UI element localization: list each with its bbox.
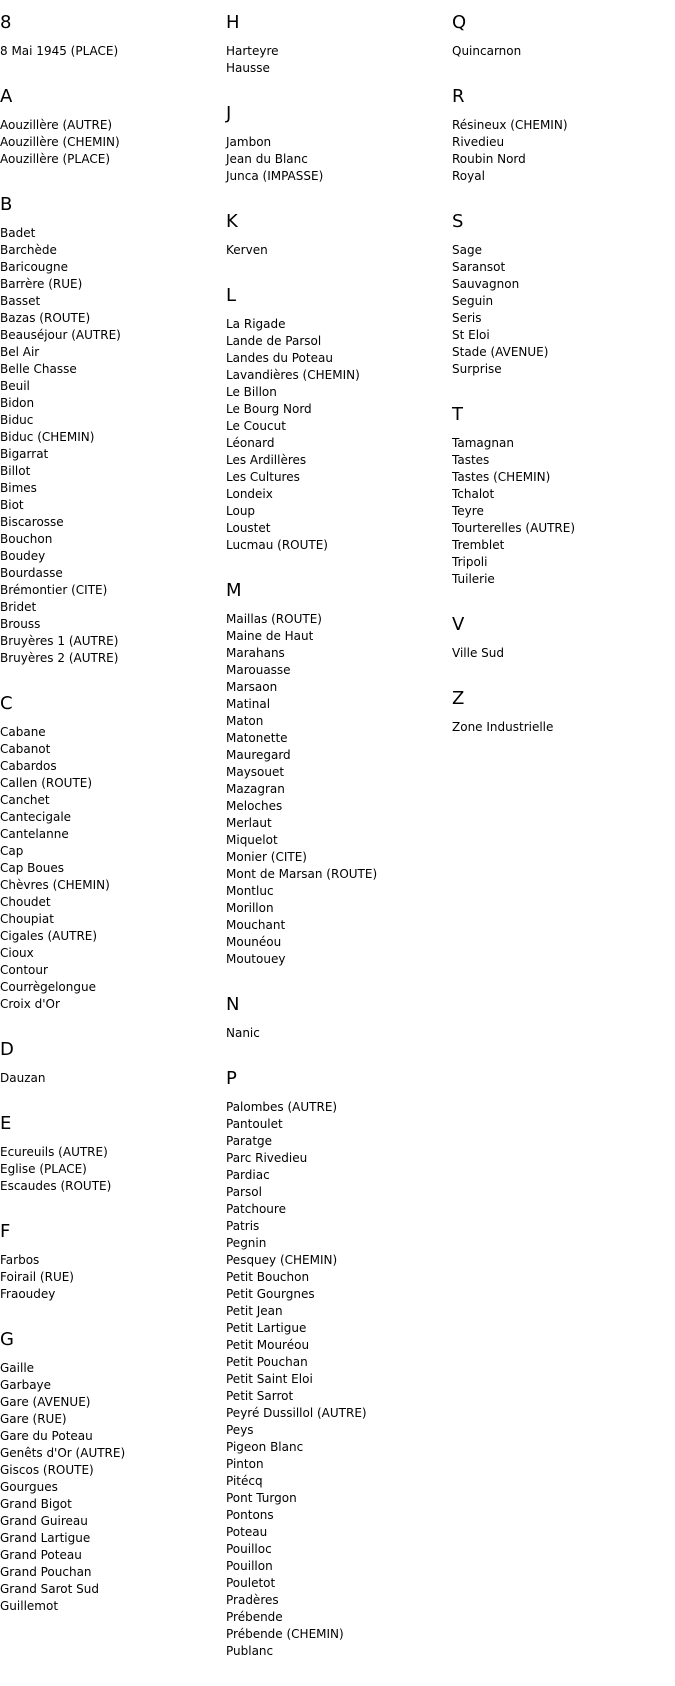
street-name: Pardiac [226, 1168, 270, 1182]
section-letter-heading: V [452, 614, 465, 635]
street-name: Parsol [226, 1185, 262, 1199]
street-name: Palombes (AUTRE) [226, 1100, 338, 1114]
street-name: Cigales (AUTRE) [0, 929, 98, 943]
street-name: Grand Lartigue [0, 1531, 91, 1545]
street-name: Peys [226, 1423, 254, 1437]
street-name: Cap [0, 844, 24, 858]
street-name: Cabanot [0, 742, 51, 756]
street-name: Giscos (ROUTE) [0, 1463, 94, 1477]
street-name: Sauvagnon [452, 277, 520, 291]
letter-section [0, 12, 226, 60]
street-name: Maton [226, 714, 264, 728]
street-name: Junca (IMPASSE) [226, 169, 324, 183]
street-name: Petit Bouchon [226, 1270, 310, 1284]
street-name: Patchoure [226, 1202, 286, 1216]
street-name: Beuil [0, 379, 30, 393]
street-name: Miquelot [226, 833, 278, 847]
street-name: Poteau [226, 1525, 268, 1539]
section-letter-heading: A [0, 86, 13, 107]
street-name: Seris [452, 311, 482, 325]
street-name: Saransot [452, 260, 506, 274]
street-name: Boudey [0, 549, 46, 563]
street-name: Merlaut [226, 816, 272, 830]
letter-section [0, 1221, 226, 1303]
street-name: Petit Mouréou [226, 1338, 310, 1352]
street-list [452, 645, 675, 662]
street-name: La Rigade [226, 317, 286, 331]
street-name: Le Coucut [226, 419, 286, 433]
street-name: Aouzillère (PLACE) [0, 152, 111, 166]
street-name: Gare (RUE) [0, 1412, 67, 1426]
street-list [0, 724, 226, 1013]
street-name: Eglise (PLACE) [0, 1162, 87, 1176]
street-name: Grand Poteau [0, 1548, 82, 1562]
street-name: Kerven [226, 243, 268, 257]
street-name: Biot [0, 498, 24, 512]
street-list [452, 117, 675, 185]
street-name: Le Billon [226, 385, 277, 399]
street-name: Petit Sarrot [226, 1389, 294, 1403]
street-name: Lande de Parsol [226, 334, 322, 348]
street-name: Patris [226, 1219, 260, 1233]
street-name: Les Ardillères [226, 453, 307, 467]
street-name: Ville Sud [452, 646, 504, 660]
street-name: Petit Gourgnes [226, 1287, 315, 1301]
street-name: Petit Jean [226, 1304, 283, 1318]
letter-section [452, 12, 675, 60]
section-letter-heading: R [452, 86, 465, 107]
street-name: Pantoulet [226, 1117, 283, 1131]
street-name: Genêts d'Or (AUTRE) [0, 1446, 126, 1460]
street-name: Belle Chasse [0, 362, 77, 376]
section-letter-heading: T [452, 404, 463, 425]
letter-section [226, 580, 452, 968]
street-name: Royal [452, 169, 485, 183]
section-letter-heading: G [0, 1329, 14, 1350]
street-name: Rivedieu [452, 135, 505, 149]
street-name: Pouletot [226, 1576, 276, 1590]
section-letter-heading: P [226, 1068, 237, 1089]
street-name: Léonard [226, 436, 275, 450]
street-name: Cabane [0, 725, 46, 739]
street-name: Cabardos [0, 759, 57, 773]
street-name: Gaille [0, 1361, 35, 1375]
street-name: Peyré Dussillol (AUTRE) [226, 1406, 367, 1420]
street-name: Dauzan [0, 1071, 46, 1085]
letter-section [452, 614, 675, 662]
street-name: 8 Mai 1945 (PLACE) [0, 44, 119, 58]
street-name: Contour [0, 963, 48, 977]
street-name: Pradères [226, 1593, 279, 1607]
street-name: Bel Air [0, 345, 40, 359]
street-name: Landes du Poteau [226, 351, 333, 365]
street-name: Callen (ROUTE) [0, 776, 93, 790]
street-name: Pitécq [226, 1474, 263, 1488]
street-name: Brémontier (CITE) [0, 583, 108, 597]
street-list [226, 1025, 452, 1042]
letter-section [226, 211, 452, 259]
street-index-column-3 [452, 0, 675, 762]
section-letter-heading: E [0, 1113, 12, 1134]
letter-section [226, 103, 452, 185]
street-name: Ecureuils (AUTRE) [0, 1145, 108, 1159]
street-name: Lavandières (CHEMIN) [226, 368, 360, 382]
street-name: Chèvres (CHEMIN) [0, 878, 110, 892]
street-name: Loustet [226, 521, 271, 535]
street-name: Grand Sarot Sud [0, 1582, 99, 1596]
street-name: Bridet [0, 600, 37, 614]
street-name: Lucmau (ROUTE) [226, 538, 328, 552]
letter-section [226, 12, 452, 77]
street-name: Basset [0, 294, 41, 308]
street-name: Petit Pouchan [226, 1355, 308, 1369]
street-name: Pigeon Blanc [226, 1440, 304, 1454]
street-list [0, 1360, 226, 1615]
street-name: Gare du Poteau [0, 1429, 93, 1443]
street-name: Morillon [226, 901, 274, 915]
street-list [226, 316, 452, 554]
street-name: Gourgues [0, 1480, 58, 1494]
street-name: Nanic [226, 1026, 260, 1040]
street-name: Harteyre [226, 44, 279, 58]
section-letter-heading: F [0, 1221, 11, 1242]
street-name: Biscarosse [0, 515, 64, 529]
section-letter-heading: B [0, 194, 13, 215]
street-name: Biduc (CHEMIN) [0, 430, 95, 444]
street-name: Quincarnon [452, 44, 522, 58]
street-name: Grand Guireau [0, 1514, 88, 1528]
street-name: Maine de Haut [226, 629, 314, 643]
street-name: Mounéou [226, 935, 282, 949]
street-name: Meloches [226, 799, 283, 813]
street-name: Tripoli [452, 555, 488, 569]
street-name: Zone Industrielle [452, 720, 554, 734]
street-name: Grand Pouchan [0, 1565, 92, 1579]
street-name: Badet [0, 226, 36, 240]
letter-section [0, 693, 226, 1013]
street-name: Croix d'Or [0, 997, 60, 1011]
street-list [0, 1070, 226, 1087]
street-name: Teyre [452, 504, 484, 518]
street-name: Pouillon [226, 1559, 273, 1573]
letter-section [0, 1329, 226, 1615]
street-name: Guillemot [0, 1599, 59, 1613]
street-name: Paratge [226, 1134, 273, 1148]
street-name: Matinal [226, 697, 271, 711]
street-name: Pinton [226, 1457, 264, 1471]
street-name: Monier (CITE) [226, 850, 307, 864]
section-letter-heading: D [0, 1039, 14, 1060]
street-name: Publanc [226, 1644, 274, 1658]
street-name: Biduc [0, 413, 34, 427]
street-name: Montluc [226, 884, 274, 898]
street-name: Escaudes (ROUTE) [0, 1179, 112, 1193]
street-name: Tremblet [452, 538, 505, 552]
street-name: Jambon [226, 135, 272, 149]
street-name: Tuilerie [452, 572, 495, 586]
street-name: Tourterelles (AUTRE) [452, 521, 576, 535]
street-name: Stade (AVENUE) [452, 345, 549, 359]
street-name: Parc Rivedieu [226, 1151, 308, 1165]
street-name: Seguin [452, 294, 494, 308]
letter-section [226, 285, 452, 554]
street-name: Marsaon [226, 680, 278, 694]
street-name: Aouzillère (CHEMIN) [0, 135, 120, 149]
street-name: Loup [226, 504, 256, 518]
street-name: Cioux [0, 946, 34, 960]
street-list [226, 242, 452, 259]
street-name: Farbos [0, 1253, 40, 1267]
street-name: Bigarrat [0, 447, 49, 461]
street-name: Petit Saint Eloi [226, 1372, 313, 1386]
street-index-column-2 [226, 0, 452, 1686]
letter-section [226, 1068, 452, 1660]
street-name: Moutouey [226, 952, 286, 966]
street-name: Pont Turgon [226, 1491, 297, 1505]
street-name: Pouilloc [226, 1542, 272, 1556]
street-list [452, 242, 675, 378]
street-name: Fraoudey [0, 1287, 56, 1301]
street-name: Hausse [226, 61, 270, 75]
street-name: Bazas (ROUTE) [0, 311, 91, 325]
street-list [0, 225, 226, 667]
section-letter-heading: L [226, 285, 237, 306]
letter-section [0, 194, 226, 667]
section-letter-heading: H [226, 12, 240, 33]
section-letter-heading: S [452, 211, 464, 232]
street-name: Billot [0, 464, 31, 478]
street-list [452, 719, 675, 736]
street-name: Choupiat [0, 912, 54, 926]
street-name: Barchède [0, 243, 57, 257]
street-name: Surprise [452, 362, 502, 376]
section-letter-heading: K [226, 211, 238, 232]
street-name: Tastes [452, 453, 490, 467]
letter-section [0, 1113, 226, 1195]
street-name: Grand Bigot [0, 1497, 72, 1511]
street-name: Beauséjour (AUTRE) [0, 328, 121, 342]
street-index-column-1 [0, 0, 226, 1641]
street-name: Mazagran [226, 782, 285, 796]
section-letter-heading: M [226, 580, 242, 601]
section-letter-heading: Q [452, 12, 467, 33]
street-name: Mouchant [226, 918, 286, 932]
street-name: Bruyères 2 (AUTRE) [0, 651, 119, 665]
street-name: Bimes [0, 481, 37, 495]
street-name: Choudet [0, 895, 51, 909]
street-name: Londeix [226, 487, 273, 501]
street-name: Courrègelongue [0, 980, 96, 994]
letter-section [452, 688, 675, 736]
street-name: Jean du Blanc [226, 152, 308, 166]
section-letter-heading: 8 [0, 12, 12, 33]
street-name: Bidon [0, 396, 35, 410]
letter-section [452, 404, 675, 588]
street-name: Baricougne [0, 260, 69, 274]
street-list [226, 1099, 452, 1660]
letter-section [0, 1039, 226, 1087]
section-letter-heading: Z [452, 688, 465, 709]
street-name: Barrère (RUE) [0, 277, 83, 291]
street-name: St Eloi [452, 328, 490, 342]
street-list [452, 43, 675, 60]
street-name: Marahans [226, 646, 285, 660]
street-name: Sage [452, 243, 482, 257]
street-list [0, 1144, 226, 1195]
street-name: Cantelanne [0, 827, 69, 841]
street-name: Pegnin [226, 1236, 267, 1250]
street-list [0, 117, 226, 168]
street-name: Pesquey (CHEMIN) [226, 1253, 338, 1267]
street-name: Maillas (ROUTE) [226, 612, 322, 626]
street-name: Brouss [0, 617, 41, 631]
street-name: Canchet [0, 793, 50, 807]
street-name: Mont de Marsan (ROUTE) [226, 867, 378, 881]
street-name: Le Bourg Nord [226, 402, 312, 416]
street-name: Garbaye [0, 1378, 52, 1392]
street-name: Tastes (CHEMIN) [452, 470, 551, 484]
street-name: Bouchon [0, 532, 53, 546]
street-list [226, 134, 452, 185]
street-name: Tchalot [452, 487, 495, 501]
street-name: Mauregard [226, 748, 291, 762]
street-name: Marouasse [226, 663, 291, 677]
street-name: Matonette [226, 731, 288, 745]
letter-section [452, 86, 675, 185]
street-name: Cap Boues [0, 861, 64, 875]
street-list [226, 611, 452, 968]
street-name: Prébende [226, 1610, 283, 1624]
street-name: Foirail (RUE) [0, 1270, 74, 1284]
letter-section [0, 86, 226, 168]
street-name: Roubin Nord [452, 152, 526, 166]
street-name: Tamagnan [452, 436, 514, 450]
street-name: Bruyères 1 (AUTRE) [0, 634, 119, 648]
letter-section [452, 211, 675, 378]
street-list [0, 43, 226, 60]
street-name: Cantecigale [0, 810, 72, 824]
section-letter-heading: C [0, 693, 13, 714]
street-name: Prébende (CHEMIN) [226, 1627, 344, 1641]
street-name: Résineux (CHEMIN) [452, 118, 568, 132]
street-name: Petit Lartigue [226, 1321, 307, 1335]
street-name: Maysouet [226, 765, 285, 779]
letter-section [226, 994, 452, 1042]
street-list [226, 43, 452, 77]
street-name: Aouzillère (AUTRE) [0, 118, 113, 132]
street-name: Les Cultures [226, 470, 300, 484]
street-name: Bourdasse [0, 566, 63, 580]
section-letter-heading: J [226, 103, 232, 124]
street-name: Pontons [226, 1508, 274, 1522]
section-letter-heading: N [226, 994, 240, 1015]
street-name: Gare (AVENUE) [0, 1395, 91, 1409]
street-list [0, 1252, 226, 1303]
street-list [452, 435, 675, 588]
